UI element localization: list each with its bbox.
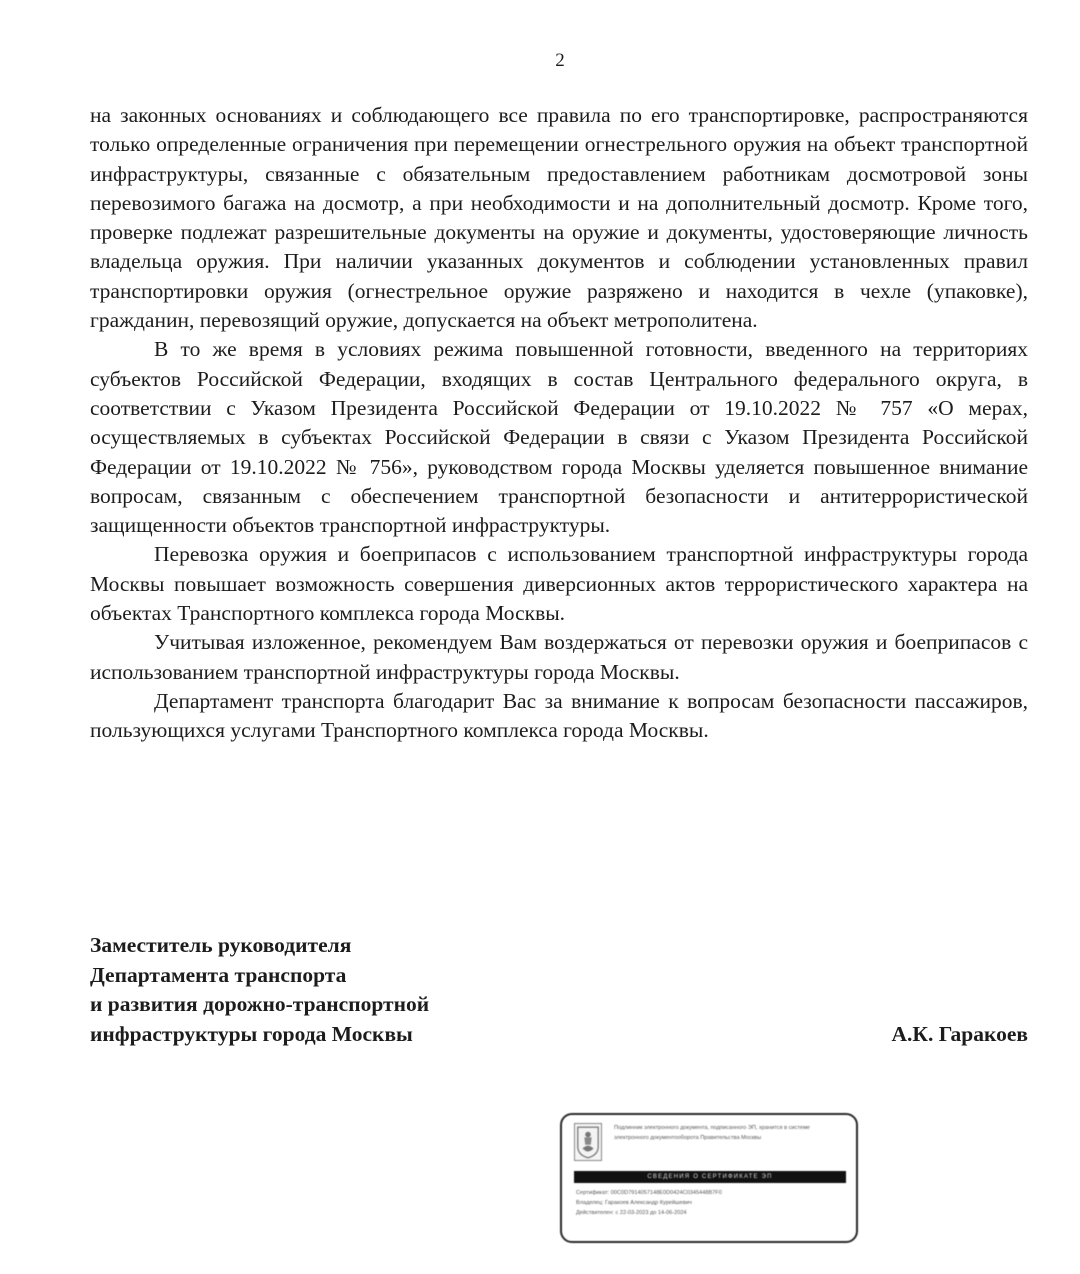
signer-title-line: Департамента транспорта	[90, 962, 347, 987]
electronic-signature-stamp	[560, 1113, 858, 1243]
stamp-owner: Владелец: Гаракоев Александр Курейшевич	[576, 1200, 692, 1206]
signer-name: А.К. Гаракоев	[891, 1021, 1028, 1046]
paragraph: Перевозка оружия и боеприпасов с использованием транспортной инфраструктуры города Москвы повышает возможность совершения диверсионных актов террористического характера на объектах Транспортного комплекса города Москвы.	[90, 542, 1028, 626]
page-number: 2	[555, 50, 565, 71]
stamp-details	[576, 1188, 846, 1218]
stamp-certificate-header: СВЕДЕНИЯ О СЕРТИФИКАТЕ ЭП	[574, 1171, 846, 1183]
stamp-header	[574, 1123, 846, 1168]
letter-body	[90, 101, 1028, 746]
moscow-coat-of-arms-icon	[574, 1123, 602, 1161]
signer-title-line: и развития дорожно-транспортной	[90, 992, 430, 1016]
signer-title-line: инфраструктуры города Москвы	[90, 1021, 413, 1046]
signer-title	[90, 931, 1028, 1049]
stamp-notice: Подлинник электронного документа, подписанного ЭП, хранится в системе электронного документооборота Правительства Москвы	[614, 1125, 810, 1141]
stamp-validity: Действителен: с 22-03-2023 до 14-06-2024	[576, 1210, 687, 1216]
signature-block	[90, 931, 1028, 1049]
paragraph: В то же время в условиях режима повышенной готовности, введенного на территориях субъектов Российской Федерации, входящих в состав Центрального федерального округа, в соответствии с Указом Президента Российской Федерации от 19.10.2022 № 757 «О мерах, осуществляемых в субъектах Российской Федерации в связи с Указом Президента Российской Федерации от 19.10.2022 № 756», руководством города Москвы уделяется повышенное внимание вопросам, связанным с обеспечением транспортной безопасности и антитеррористической защищенности объектов транспортной инфраструктуры.	[90, 337, 1028, 538]
paragraph: Департамент транспорта благодарит Вас за внимание к вопросам безопасности пассажиров, пользующихся услугами Транспортного комплекса города Москвы.	[90, 688, 1028, 743]
signer-title-line: Заместитель руководителя	[90, 933, 352, 957]
paragraph: Учитывая изложенное, рекомендуем Вам воздержаться от перевозки оружия и боеприпасов с использованием транспортной инфраструктуры города Москвы.	[90, 630, 1028, 684]
paragraph: на законных основаниях и соблюдающего все правила по его транспортировке, распространяются только определенные ограничения при перемещении огнестрельного оружия на объект транспортной инфраструктуры, связанные с обязательным предоставлением работникам досмотровой зоны перевозимого багажа на досмотр, а при необходимости и на дополнительный досмотр. Кроме того, проверке подлежат разрешительные документы на оружие и документы, удостоверяющие личность владельца оружия. При наличии указанных документов и соблюдении установленных правил транспортировки оружия (огнестрельное оружие разряжено и находится в чехле (упаковке), гражданин, перевозящий оружие, допускается на объект метрополитена.	[90, 103, 1028, 333]
stamp-certificate-number: Сертификат: 00C0D7914057148E0D0424C0345448B7F0	[576, 1190, 722, 1196]
